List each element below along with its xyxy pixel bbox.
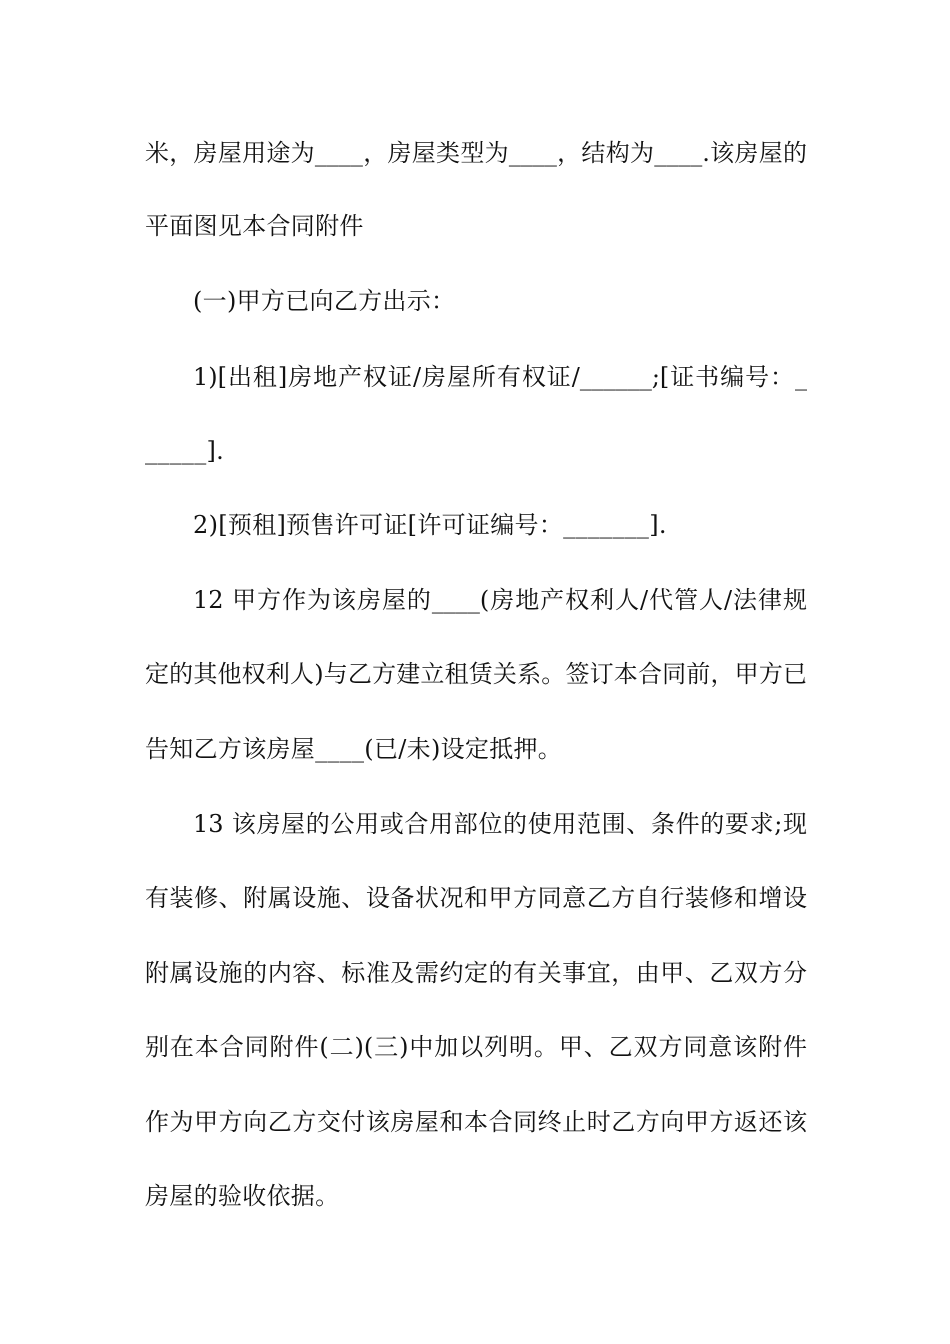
text-line-1: 米，房屋用途为____，房屋类型为____，结构为____.该房屋的	[145, 139, 807, 167]
text-line-12: 附属设施的内容、标准及需约定的有关事宜，由甲、乙双方分	[145, 959, 807, 987]
text-line-13: 别在本合同附件(二)(三)中加以列明。甲、乙双方同意该附件	[145, 1033, 807, 1061]
text-line-6: 2)[预租]预售许可证[许可证编号：_______].	[193, 511, 667, 539]
text-line-5: _____].	[145, 437, 225, 465]
text-line-11: 有装修、附属设施、设备状况和甲方同意乙方自行装修和增设	[145, 884, 807, 912]
text-line-8: 定的其他权利人)与乙方建立租赁关系。签订本合同前，甲方已	[145, 660, 807, 688]
text-line-2: 平面图见本合同附件	[145, 212, 364, 240]
text-line-10: 13 该房屋的公用或合用部位的使用范围、条件的要求;现	[193, 810, 807, 838]
text-line-4: 1)[出租]房地产权证/房屋所有权证/______;[证书编号：_	[193, 363, 807, 391]
text-line-15: 房屋的验收依据。	[145, 1182, 340, 1210]
text-line-7: 12 甲方作为该房屋的____(房地产权利人/代管人/法律规	[193, 586, 807, 614]
text-line-3: (一)甲方已向乙方出示：	[193, 287, 456, 315]
text-line-9: 告知乙方该房屋____(已/未)设定抵押。	[145, 735, 563, 763]
text-line-14: 作为甲方向乙方交付该房屋和本合同终止时乙方向甲方返还该	[145, 1108, 807, 1136]
